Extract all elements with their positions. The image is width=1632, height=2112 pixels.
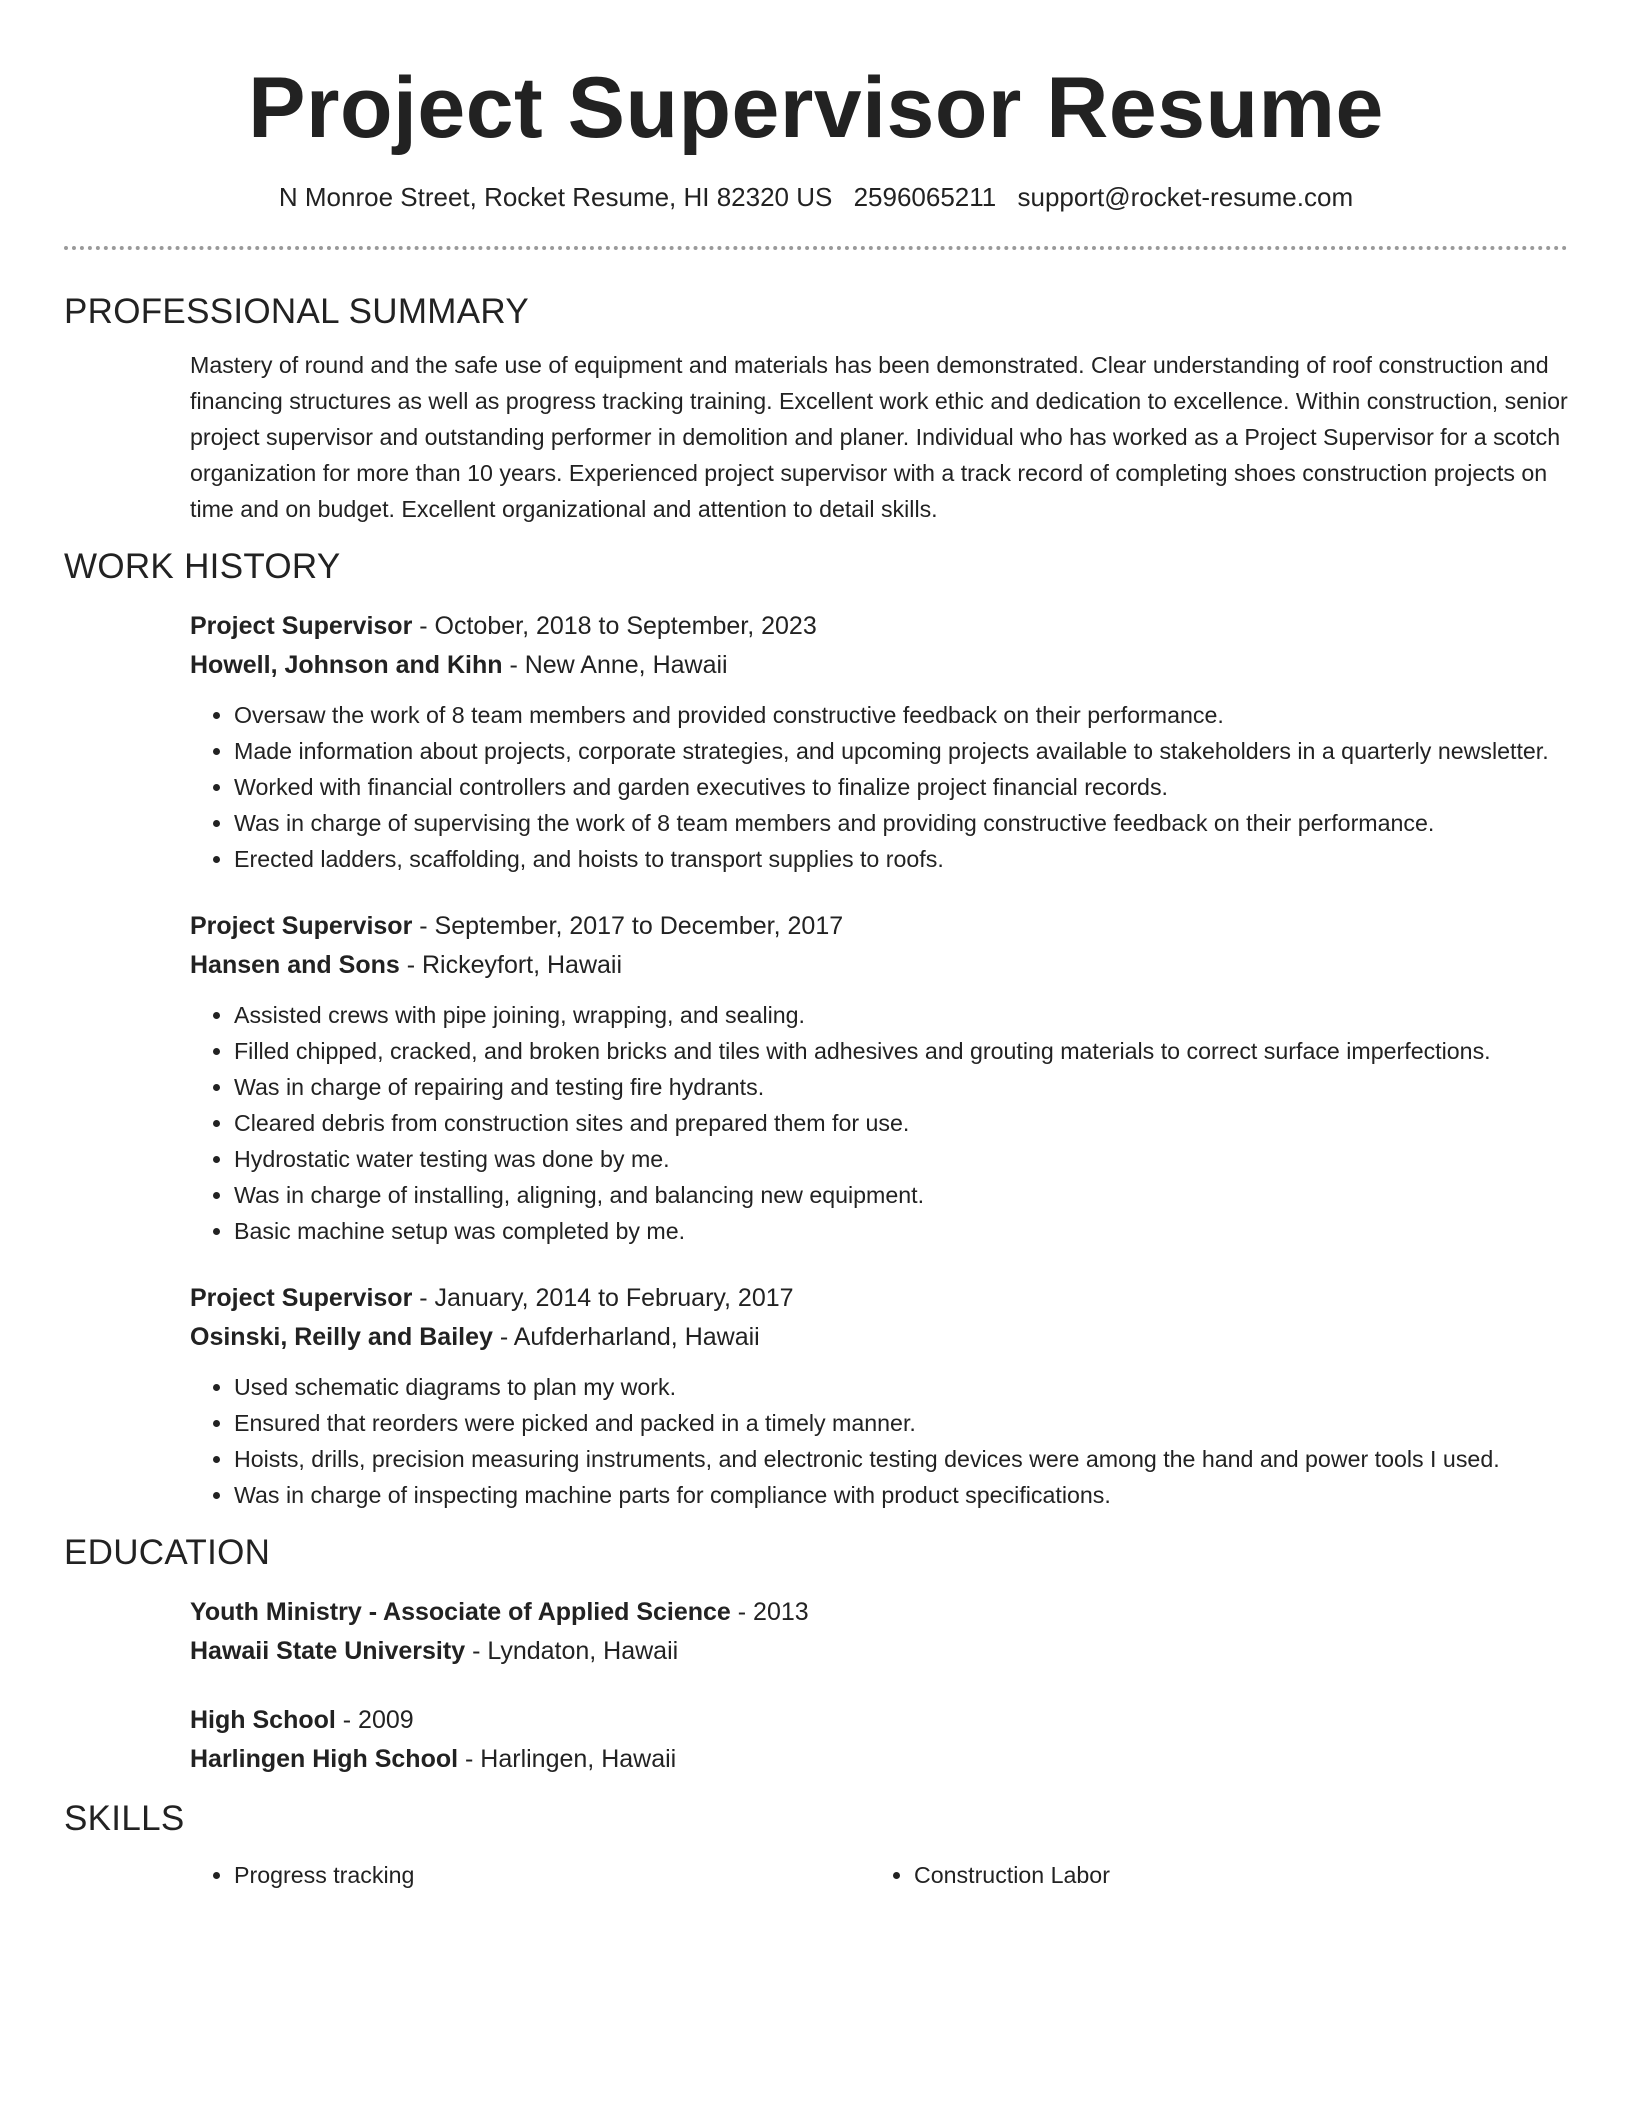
job-dates: - October, 2018 to September, 2023: [412, 612, 817, 640]
list-item: • Was in charge of inspecting machine parts for compliance with product specifications.: [234, 1477, 1568, 1513]
job-dates: - January, 2014 to February, 2017: [412, 1284, 794, 1312]
job-company: Hansen and Sons: [190, 951, 400, 979]
contact-phone: 2596065211: [853, 182, 997, 212]
list-item: • Was in charge of supervising the work of 8 team members and providing constructive feedback on their performance.: [234, 805, 1568, 841]
list-item: • Assisted crews with pipe joining, wrapping, and sealing.: [234, 997, 1568, 1033]
resume-title: Project Supervisor Resume: [248, 60, 1384, 156]
resume-page: [64, 0, 1568, 1893]
list-item: • Used schematic diagrams to plan my work.: [234, 1369, 1568, 1405]
job-duties: [190, 997, 1568, 1249]
education-school-line: [190, 1632, 1568, 1671]
job-company: Howell, Johnson and Kihn: [190, 651, 503, 679]
list-item: • Erected ladders, scaffolding, and hoists to transport supplies to roofs.: [234, 841, 1568, 877]
job-duties: [190, 1369, 1568, 1513]
job-company-line: [190, 1318, 1568, 1357]
job-entry: [190, 1279, 1568, 1513]
list-item: • Filled chipped, cracked, and broken bricks and tiles with adhesives and grouting materials to correct surface imperfections.: [234, 1033, 1568, 1069]
contact-address: N Monroe Street, Rocket Resume, HI 82320 US: [278, 182, 833, 212]
list-item: • Oversaw the work of 8 team members and provided constructive feedback on their performance.: [234, 697, 1568, 733]
skills-column-right: [870, 1857, 1550, 1893]
summary-heading: PROFESSIONAL SUMMARY: [64, 292, 529, 331]
summary-text: Mastery of round and the safe use of equipment and materials has been demonstrated. Clear understanding of roof construction and financing structures as well as progress tracking training. Excellent work ethic and dedication to excellence. Within construction, senior project supervisor and outstanding performer in demolition and planer. Individual who has worked as a Project Supervisor for a scotch organization for more than 10 years. Experienced project supervisor with a track record of completing shoes construction projects on time and on budget. Excellent organizational and attention to detail skills.: [190, 352, 1568, 522]
education-degree: High School: [190, 1706, 336, 1734]
job-company-line: [190, 946, 1568, 985]
list-item: • Made information about projects, corporate strategies, and upcoming projects available to stakeholders in a quarterly newsletter.: [234, 733, 1568, 769]
education-location: - Lyndaton, Hawaii: [465, 1637, 679, 1665]
education-degree-line: [190, 1701, 1568, 1740]
list-item: • Ensured that reorders were picked and packed in a timely manner.: [234, 1405, 1568, 1441]
job-entry: [190, 607, 1568, 877]
job-company: Osinski, Reilly and Bailey: [190, 1323, 493, 1351]
work-history-heading: WORK HISTORY: [64, 547, 341, 586]
education-entry: [190, 1593, 1568, 1671]
education-location: - Harlingen, Hawaii: [458, 1745, 677, 1773]
job-title: Project Supervisor: [190, 1284, 413, 1312]
job-entry: [190, 907, 1568, 1249]
job-location: - New Anne, Hawaii: [502, 651, 728, 679]
job-location: - Rickeyfort, Hawaii: [399, 951, 623, 979]
job-title-line: [190, 607, 1568, 646]
education-school: Hawaii State University: [190, 1637, 466, 1665]
header-divider: [64, 246, 1568, 250]
education-school-line: [190, 1740, 1568, 1779]
contact-line: [64, 182, 1568, 212]
job-title: Project Supervisor: [190, 912, 413, 940]
list-item: • Was in charge of installing, aligning, and balancing new equipment.: [234, 1177, 1568, 1213]
list-item: • Hydrostatic water testing was done by me.: [234, 1141, 1568, 1177]
list-item: • Was in charge of repairing and testing fire hydrants.: [234, 1069, 1568, 1105]
contact-email: support@rocket-resume.com: [1017, 182, 1354, 212]
job-title-line: [190, 1279, 1568, 1318]
job-company-line: [190, 646, 1568, 685]
education-year: - 2009: [335, 1706, 414, 1734]
work-history-section: [190, 607, 1568, 1513]
education-school: Harlingen High School: [190, 1745, 459, 1773]
job-title: Project Supervisor: [190, 612, 413, 640]
education-degree-line: [190, 1593, 1568, 1632]
skills-section: [190, 1857, 1568, 1893]
education-entry: [190, 1701, 1568, 1779]
job-title-line: [190, 907, 1568, 946]
list-item: • Cleared debris from construction sites and prepared them for use.: [234, 1105, 1568, 1141]
list-item: • Worked with financial controllers and garden executives to finalize project financial records.: [234, 769, 1568, 805]
list-item: • Construction Labor: [914, 1857, 1550, 1893]
education-degree: Youth Ministry - Associate of Applied Science: [190, 1598, 731, 1626]
summary-section: [190, 347, 1568, 527]
job-dates: - September, 2017 to December, 2017: [412, 912, 844, 940]
job-location: - Aufderharland, Hawaii: [492, 1323, 760, 1351]
list-item: • Progress tracking: [234, 1857, 870, 1893]
skills-heading: SKILLS: [64, 1799, 185, 1838]
education-year: - 2013: [730, 1598, 809, 1626]
education-heading: EDUCATION: [64, 1533, 271, 1572]
job-duties: [190, 697, 1568, 877]
list-item: • Hoists, drills, precision measuring instruments, and electronic testing devices were among the hand and power tools I used.: [234, 1441, 1568, 1477]
list-item: • Basic machine setup was completed by me.: [234, 1213, 1568, 1249]
skills-column-left: [190, 1857, 870, 1893]
education-section: [190, 1593, 1568, 1779]
